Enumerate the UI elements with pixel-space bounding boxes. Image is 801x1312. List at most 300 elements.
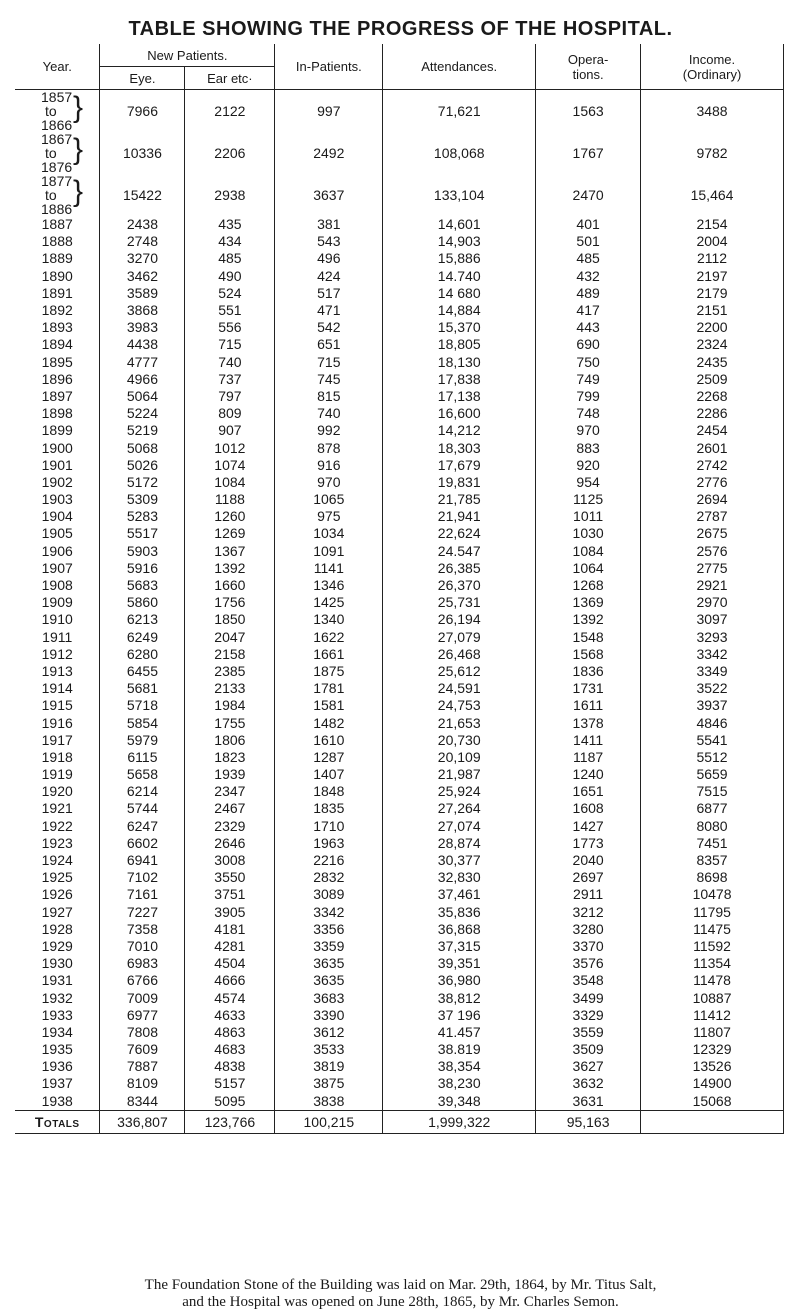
cell-eye: 5064	[100, 388, 185, 405]
cell-eye: 6213	[100, 611, 185, 628]
totals-attendances: 1,999,322	[383, 1110, 536, 1133]
cell-in-patients: 1065	[275, 491, 383, 508]
cell-ear: 4281	[185, 938, 275, 955]
range-cell-att: 71,621	[383, 90, 536, 133]
cell-eye: 5517	[100, 525, 185, 542]
cell-operations: 3627	[536, 1058, 641, 1075]
cell-operations: 2911	[536, 886, 641, 903]
cell-attendances: 38,230	[383, 1075, 536, 1092]
table-row	[15, 989, 784, 1006]
header-in-patients: In-Patients.	[275, 44, 383, 90]
cell-year: 1903	[15, 491, 100, 508]
cell-income: 3522	[641, 680, 784, 697]
cell-ear: 5157	[185, 1075, 275, 1092]
cell-attendances: 25,924	[383, 783, 536, 800]
range-cell-att: 133,104	[383, 174, 536, 216]
cell-operations: 1548	[536, 629, 641, 646]
cell-attendances: 26,468	[383, 646, 536, 663]
cell-operations: 1369	[536, 594, 641, 611]
cell-operations: 1240	[536, 766, 641, 783]
cell-operations: 432	[536, 268, 641, 285]
cell-in-patients: 3683	[275, 989, 383, 1006]
table-row	[15, 800, 784, 817]
cell-year: 1936	[15, 1058, 100, 1075]
cell-ear: 2385	[185, 663, 275, 680]
cell-in-patients: 1425	[275, 594, 383, 611]
cell-income: 2151	[641, 302, 784, 319]
table-row	[15, 886, 784, 903]
table-row	[15, 491, 784, 508]
range-year-part: 1876	[41, 159, 73, 175]
cell-in-patients: 1622	[275, 629, 383, 646]
cell-income: 2268	[641, 388, 784, 405]
cell-operations: 1011	[536, 508, 641, 525]
cell-year: 1895	[15, 354, 100, 371]
range-cell-eye: 15422	[100, 174, 185, 216]
cell-eye: 6249	[100, 629, 185, 646]
cell-ear: 1260	[185, 508, 275, 525]
cell-eye: 6115	[100, 749, 185, 766]
cell-ear: 1269	[185, 525, 275, 542]
table-row	[15, 319, 784, 336]
cell-year: 1902	[15, 474, 100, 491]
cell-eye: 5903	[100, 543, 185, 560]
cell-attendances: 26,385	[383, 560, 536, 577]
cell-attendances: 14,884	[383, 302, 536, 319]
cell-ear: 1850	[185, 611, 275, 628]
cell-attendances: 28,874	[383, 835, 536, 852]
header-ear: Ear etc·	[185, 67, 275, 90]
cell-eye: 5309	[100, 491, 185, 508]
cell-operations: 1611	[536, 697, 641, 714]
table-row	[15, 233, 784, 250]
cell-eye: 3983	[100, 319, 185, 336]
cell-year: 1915	[15, 697, 100, 714]
cell-operations: 1125	[536, 491, 641, 508]
cell-ear: 907	[185, 422, 275, 439]
cell-income: 11807	[641, 1024, 784, 1041]
cell-attendances: 36,980	[383, 972, 536, 989]
cell-year: 1888	[15, 233, 100, 250]
decade-ranges	[15, 90, 784, 217]
cell-year: 1912	[15, 646, 100, 663]
cell-attendances: 35,836	[383, 904, 536, 921]
cell-ear: 4863	[185, 1024, 275, 1041]
cell-in-patients: 1610	[275, 732, 383, 749]
cell-ear: 809	[185, 405, 275, 422]
cell-in-patients: 3838	[275, 1093, 383, 1111]
range-cell-inc: 15,464	[641, 174, 784, 216]
range-year-part: 1886	[41, 201, 73, 217]
cell-in-patients: 815	[275, 388, 383, 405]
cell-in-patients: 916	[275, 457, 383, 474]
cell-attendances: 38,812	[383, 989, 536, 1006]
cell-income: 7515	[641, 783, 784, 800]
cell-attendances: 41.457	[383, 1024, 536, 1041]
cell-in-patients: 651	[275, 336, 383, 353]
cell-income: 2742	[641, 457, 784, 474]
cell-attendances: 16,600	[383, 405, 536, 422]
cell-attendances: 21,987	[383, 766, 536, 783]
cell-ear: 4633	[185, 1007, 275, 1024]
totals-label: Totals	[15, 1110, 100, 1133]
table-row	[15, 852, 784, 869]
cell-income: 2775	[641, 560, 784, 577]
range-year-part: 1857	[41, 89, 73, 105]
cell-attendances: 14,212	[383, 422, 536, 439]
totals-ear: 123,766	[185, 1110, 275, 1133]
cell-eye: 5718	[100, 697, 185, 714]
cell-ear: 4683	[185, 1041, 275, 1058]
cell-year: 1908	[15, 577, 100, 594]
cell-attendances: 27,074	[383, 818, 536, 835]
table-row	[15, 1058, 784, 1075]
cell-ear: 3550	[185, 869, 275, 886]
cell-ear: 435	[185, 216, 275, 233]
cell-income: 2787	[641, 508, 784, 525]
footnote	[0, 1277, 801, 1311]
cell-attendances: 20,109	[383, 749, 536, 766]
cell-in-patients: 3875	[275, 1075, 383, 1092]
cell-in-patients: 2832	[275, 869, 383, 886]
cell-eye: 8109	[100, 1075, 185, 1092]
cell-year: 1923	[15, 835, 100, 852]
cell-attendances: 14,601	[383, 216, 536, 233]
cell-ear: 4181	[185, 921, 275, 938]
yearly-rows	[15, 216, 784, 1110]
cell-income: 2154	[641, 216, 784, 233]
cell-year: 1913	[15, 663, 100, 680]
cell-ear: 1823	[185, 749, 275, 766]
cell-year: 1932	[15, 989, 100, 1006]
cell-income: 5541	[641, 732, 784, 749]
cell-in-patients: 1710	[275, 818, 383, 835]
cell-in-patients: 1963	[275, 835, 383, 852]
cell-income: 8357	[641, 852, 784, 869]
cell-in-patients: 1661	[275, 646, 383, 663]
cell-operations: 1187	[536, 749, 641, 766]
range-year-part: to	[45, 145, 57, 161]
cell-ear: 4574	[185, 989, 275, 1006]
cell-attendances: 24,591	[383, 680, 536, 697]
cell-eye: 5681	[100, 680, 185, 697]
cell-year: 1910	[15, 611, 100, 628]
cell-attendances: 24.547	[383, 543, 536, 560]
table-row	[15, 422, 784, 439]
cell-ear: 1012	[185, 439, 275, 456]
cell-ear: 1984	[185, 697, 275, 714]
cell-income: 8080	[641, 818, 784, 835]
cell-income: 11475	[641, 921, 784, 938]
cell-eye: 5683	[100, 577, 185, 594]
cell-operations: 920	[536, 457, 641, 474]
cell-eye: 7609	[100, 1041, 185, 1058]
header-operations: Opera- tions.	[536, 44, 641, 90]
cell-operations: 3632	[536, 1075, 641, 1092]
cell-income: 10478	[641, 886, 784, 903]
cell-operations: 749	[536, 371, 641, 388]
table-row	[15, 904, 784, 921]
table-row	[15, 714, 784, 731]
cell-eye: 4966	[100, 371, 185, 388]
cell-ear: 3751	[185, 886, 275, 903]
cell-year: 1900	[15, 439, 100, 456]
cell-in-patients: 740	[275, 405, 383, 422]
cell-in-patients: 745	[275, 371, 383, 388]
cell-year: 1933	[15, 1007, 100, 1024]
cell-in-patients: 1848	[275, 783, 383, 800]
cell-in-patients: 1875	[275, 663, 383, 680]
table-row	[15, 1024, 784, 1041]
cell-income: 2286	[641, 405, 784, 422]
cell-ear: 715	[185, 336, 275, 353]
cell-attendances: 39,348	[383, 1093, 536, 1111]
cell-attendances: 14 680	[383, 285, 536, 302]
cell-in-patients: 1835	[275, 800, 383, 817]
cell-year: 1927	[15, 904, 100, 921]
cell-operations: 748	[536, 405, 641, 422]
cell-income: 3342	[641, 646, 784, 663]
cell-attendances: 27,264	[383, 800, 536, 817]
table-row	[15, 336, 784, 353]
cell-income: 11354	[641, 955, 784, 972]
cell-in-patients: 878	[275, 439, 383, 456]
cell-attendances: 17,138	[383, 388, 536, 405]
cell-operations: 1568	[536, 646, 641, 663]
cell-attendances: 32,830	[383, 869, 536, 886]
cell-in-patients: 3089	[275, 886, 383, 903]
cell-operations: 1378	[536, 714, 641, 731]
table-row	[15, 732, 784, 749]
cell-operations: 3212	[536, 904, 641, 921]
cell-operations: 1651	[536, 783, 641, 800]
cell-eye: 4438	[100, 336, 185, 353]
cell-operations: 401	[536, 216, 641, 233]
cell-ear: 5095	[185, 1093, 275, 1111]
cell-year: 1891	[15, 285, 100, 302]
table-row	[15, 835, 784, 852]
table-row	[15, 611, 784, 628]
cell-operations: 1268	[536, 577, 641, 594]
range-row	[15, 174, 784, 216]
cell-income: 13526	[641, 1058, 784, 1075]
cell-eye: 5860	[100, 594, 185, 611]
table-row	[15, 354, 784, 371]
cell-year: 1898	[15, 405, 100, 422]
cell-attendances: 17,838	[383, 371, 536, 388]
cell-income: 2197	[641, 268, 784, 285]
cell-in-patients: 3359	[275, 938, 383, 955]
cell-operations: 3370	[536, 938, 641, 955]
cell-ear: 2047	[185, 629, 275, 646]
cell-income: 2200	[641, 319, 784, 336]
header-income: Income. (Ordinary)	[641, 44, 784, 90]
cell-in-patients: 1034	[275, 525, 383, 542]
table-row	[15, 285, 784, 302]
cell-operations: 489	[536, 285, 641, 302]
cell-income: 2509	[641, 371, 784, 388]
cell-ear: 2467	[185, 800, 275, 817]
cell-income: 10887	[641, 989, 784, 1006]
cell-in-patients: 517	[275, 285, 383, 302]
cell-ear: 4838	[185, 1058, 275, 1075]
table-row	[15, 577, 784, 594]
cell-year: 1924	[15, 852, 100, 869]
cell-year: 1904	[15, 508, 100, 525]
cell-eye: 6977	[100, 1007, 185, 1024]
page-title: TABLE SHOWING THE PROGRESS OF THE HOSPITAL.	[128, 18, 673, 40]
cell-income: 3937	[641, 697, 784, 714]
range-year-part: 1867	[41, 131, 73, 147]
totals-in-patients: 100,215	[275, 1110, 383, 1133]
cell-in-patients: 2216	[275, 852, 383, 869]
cell-operations: 2697	[536, 869, 641, 886]
cell-operations: 3631	[536, 1093, 641, 1111]
totals-row	[15, 1110, 784, 1133]
totals-operations: 95,163	[536, 1110, 641, 1133]
cell-year: 1938	[15, 1093, 100, 1111]
cell-ear: 4666	[185, 972, 275, 989]
cell-eye: 7161	[100, 886, 185, 903]
table-row	[15, 955, 784, 972]
cell-operations: 3576	[536, 955, 641, 972]
cell-attendances: 30,377	[383, 852, 536, 869]
cell-year: 1928	[15, 921, 100, 938]
cell-attendances: 27,079	[383, 629, 536, 646]
cell-operations: 1411	[536, 732, 641, 749]
cell-attendances: 18,805	[383, 336, 536, 353]
cell-operations: 3509	[536, 1041, 641, 1058]
cell-year: 1929	[15, 938, 100, 955]
cell-operations: 954	[536, 474, 641, 491]
cell-operations: 1392	[536, 611, 641, 628]
cell-eye: 7102	[100, 869, 185, 886]
cell-income: 2179	[641, 285, 784, 302]
cell-attendances: 22,624	[383, 525, 536, 542]
cell-year: 1897	[15, 388, 100, 405]
range-row	[15, 132, 784, 174]
cell-attendances: 21,941	[383, 508, 536, 525]
cell-year: 1919	[15, 766, 100, 783]
cell-operations: 1084	[536, 543, 641, 560]
range-cell-ear: 2122	[185, 90, 275, 133]
cell-eye: 3589	[100, 285, 185, 302]
cell-operations: 2040	[536, 852, 641, 869]
cell-attendances: 24,753	[383, 697, 536, 714]
cell-year: 1914	[15, 680, 100, 697]
table-row	[15, 921, 784, 938]
cell-attendances: 19,831	[383, 474, 536, 491]
brace-glyph: }	[73, 91, 84, 124]
header-attendances: Attendances.	[383, 44, 536, 90]
cell-operations: 3329	[536, 1007, 641, 1024]
cell-income: 2324	[641, 336, 784, 353]
table-row	[15, 646, 784, 663]
cell-eye: 5916	[100, 560, 185, 577]
table-row	[15, 1041, 784, 1058]
cell-in-patients: 471	[275, 302, 383, 319]
table-row	[15, 439, 784, 456]
cell-attendances: 25,612	[383, 663, 536, 680]
cell-in-patients: 542	[275, 319, 383, 336]
range-year	[15, 132, 100, 174]
cell-attendances: 36,868	[383, 921, 536, 938]
cell-income: 11412	[641, 1007, 784, 1024]
cell-ear: 1074	[185, 457, 275, 474]
cell-eye: 4777	[100, 354, 185, 371]
cell-ear: 2646	[185, 835, 275, 852]
cell-income: 2004	[641, 233, 784, 250]
cell-year: 1934	[15, 1024, 100, 1041]
cell-year: 1918	[15, 749, 100, 766]
table-row	[15, 388, 784, 405]
cell-eye: 7009	[100, 989, 185, 1006]
cell-eye: 6983	[100, 955, 185, 972]
cell-year: 1930	[15, 955, 100, 972]
cell-attendances: 37,315	[383, 938, 536, 955]
cell-eye: 3270	[100, 250, 185, 267]
cell-ear: 3008	[185, 852, 275, 869]
range-cell-ops: 2470	[536, 174, 641, 216]
cell-ear: 2158	[185, 646, 275, 663]
cell-year: 1917	[15, 732, 100, 749]
table-row	[15, 371, 784, 388]
range-year-part: 1877	[41, 173, 73, 189]
cell-in-patients: 1482	[275, 714, 383, 731]
cell-operations: 1030	[536, 525, 641, 542]
cell-income: 8698	[641, 869, 784, 886]
cell-income: 3293	[641, 629, 784, 646]
cell-eye: 5658	[100, 766, 185, 783]
cell-year: 1890	[15, 268, 100, 285]
cell-ear: 797	[185, 388, 275, 405]
range-cell-inp: 997	[275, 90, 383, 133]
cell-income: 11795	[641, 904, 784, 921]
cell-attendances: 17,679	[383, 457, 536, 474]
cell-eye: 5172	[100, 474, 185, 491]
cell-in-patients: 543	[275, 233, 383, 250]
cell-eye: 7010	[100, 938, 185, 955]
cell-in-patients: 424	[275, 268, 383, 285]
cell-in-patients: 3635	[275, 972, 383, 989]
table-row	[15, 302, 784, 319]
cell-eye: 6455	[100, 663, 185, 680]
cell-ear: 740	[185, 354, 275, 371]
cell-eye: 5283	[100, 508, 185, 525]
cell-ear: 1392	[185, 560, 275, 577]
cell-ear: 524	[185, 285, 275, 302]
cell-ear: 1660	[185, 577, 275, 594]
cell-attendances: 18,303	[383, 439, 536, 456]
table-row	[15, 474, 784, 491]
cell-operations: 485	[536, 250, 641, 267]
cell-income: 4846	[641, 714, 784, 731]
cell-attendances: 20,730	[383, 732, 536, 749]
range-row	[15, 90, 784, 133]
cell-ear: 2133	[185, 680, 275, 697]
range-year	[15, 90, 100, 133]
brace-glyph: }	[73, 175, 84, 208]
range-cell-att: 108,068	[383, 132, 536, 174]
table-row	[15, 1093, 784, 1111]
cell-year: 1906	[15, 543, 100, 560]
cell-income: 14900	[641, 1075, 784, 1092]
cell-income: 11478	[641, 972, 784, 989]
footnote-line: The Foundation Stone of the Building was laid on Mar. 29th, 1864, by Mr. Titus Salt,	[144, 1277, 657, 1293]
cell-ear: 485	[185, 250, 275, 267]
header-year: Year.	[15, 44, 100, 90]
cell-attendances: 38,354	[383, 1058, 536, 1075]
